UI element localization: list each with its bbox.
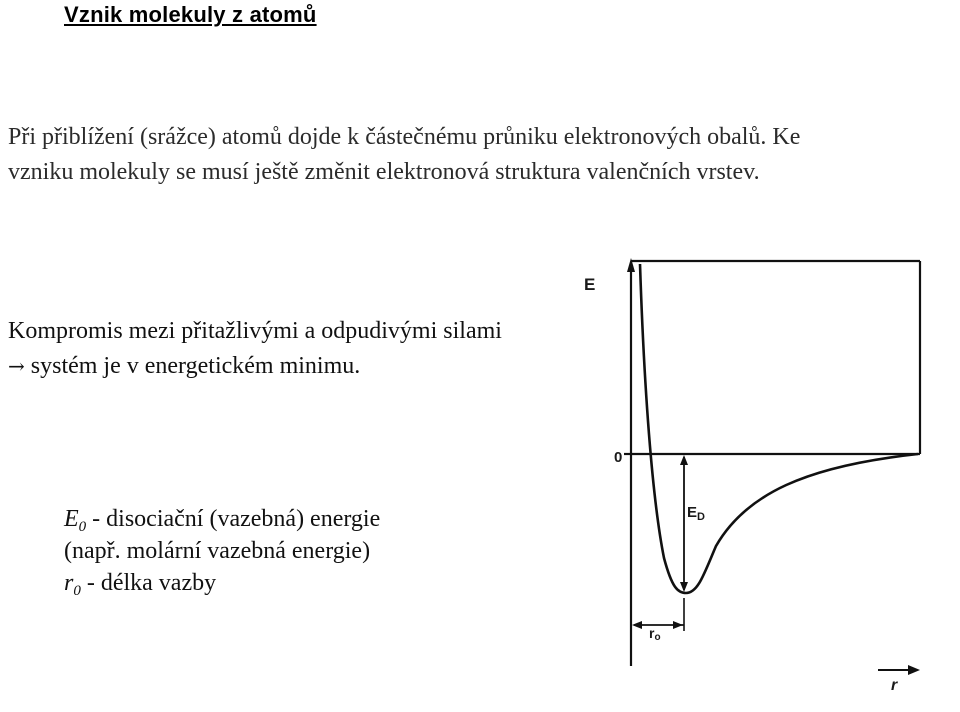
definitions bbox=[64, 503, 584, 599]
potential-curve bbox=[640, 264, 918, 593]
r0-left-arrow-icon bbox=[632, 621, 642, 629]
compromise-line-1: Kompromis mezi přitažlivými a odpudivými silami bbox=[8, 318, 502, 344]
y-axis-label: E bbox=[584, 275, 596, 294]
ed-top-arrow-icon bbox=[680, 455, 688, 465]
r0-label-sub: o bbox=[654, 632, 661, 643]
zero-label: 0 bbox=[614, 449, 623, 466]
e0-symbol: E bbox=[64, 506, 79, 532]
r0-right-arrow-icon bbox=[673, 621, 683, 629]
compromise-line-2-text: systém je v energetickém minimu. bbox=[30, 353, 361, 379]
ed-bottom-arrow-icon bbox=[680, 582, 688, 592]
arrowheads bbox=[632, 455, 920, 675]
ed-label-main: E bbox=[687, 504, 698, 521]
r0-text: - délka vazby bbox=[80, 570, 217, 596]
intro-paragraph: Při přiblížení (srážce) atomů dojde k částečnému průniku elektronových obalů. Ke vzniku molekuly se musí ještě změnit elektronová struktura valenčních vrstev. bbox=[8, 124, 801, 185]
potential-energy-figure bbox=[556, 236, 960, 712]
diagram-lines bbox=[624, 258, 920, 670]
r0-subscript: 0 bbox=[73, 583, 81, 599]
potential-energy-diagram bbox=[556, 236, 960, 712]
e0-text: - disociační (vazebná) energie bbox=[86, 506, 381, 532]
ed-label bbox=[687, 504, 705, 523]
x-axis-arrow-icon bbox=[908, 665, 920, 675]
definition-r0 bbox=[64, 567, 584, 599]
r0-symbol: r bbox=[64, 570, 74, 596]
x-axis-label: r bbox=[891, 677, 898, 694]
ed-label-sub: D bbox=[697, 511, 705, 523]
e0-subscript: 0 bbox=[78, 519, 87, 535]
definition-e0 bbox=[64, 503, 584, 535]
r0-label-main: r bbox=[649, 625, 655, 641]
compromise-paragraph bbox=[8, 314, 608, 384]
implies-arrow-icon: → bbox=[8, 354, 25, 378]
r0-label bbox=[649, 625, 661, 643]
compromise-line-2 bbox=[8, 349, 608, 384]
page-title: Vznik molekuly z atomů bbox=[64, 2, 317, 27]
definition-e0-note: (např. molární vazebná energie) bbox=[64, 538, 371, 564]
